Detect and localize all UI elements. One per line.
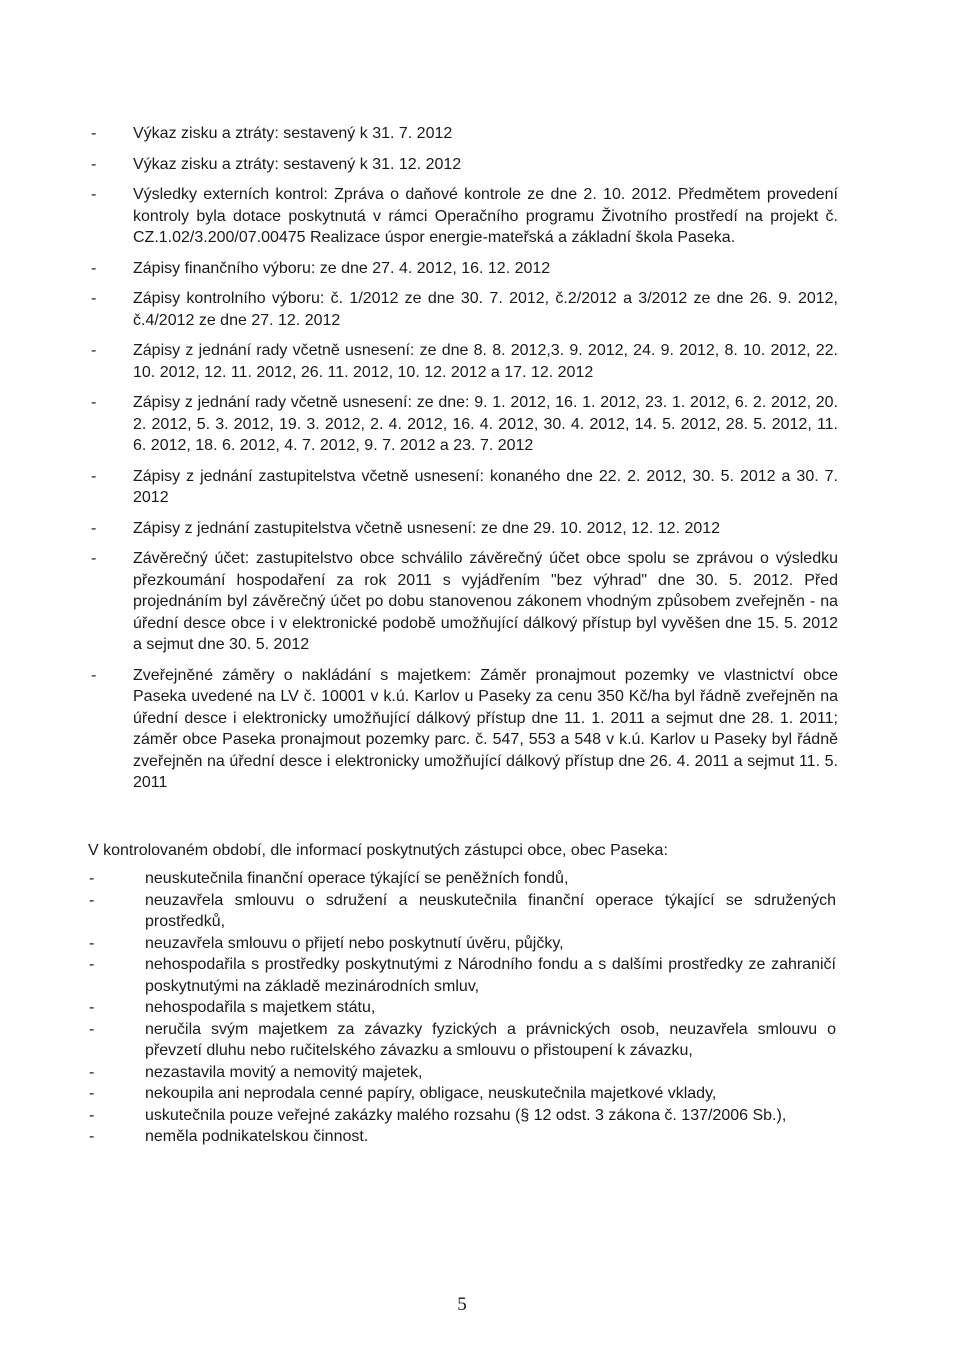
list-item xyxy=(91,123,838,145)
list-item-text: Zápisy z jednání rady včetně usnesení: ze dne 8. 8. 2012,3. 9. 2012, 24. 9. 2012, 8. 10. 2012, 22. 10. 2012, 12. 11. 2012, 26. 11. 2012, 10. 12. 2012 a 17. 12. 2012 xyxy=(133,342,838,381)
list-item-text: Zápisy finančního výboru: ze dne 27. 4. 2012, 16. 12. 2012 xyxy=(133,259,551,277)
list-item xyxy=(91,288,838,331)
bullet-dash: - xyxy=(91,155,97,173)
bullet-dash: - xyxy=(91,125,97,142)
bullet-dash: - xyxy=(89,934,95,952)
list-item-text: nezastavila movitý a nemovitý majetek, xyxy=(145,1063,423,1081)
list-item xyxy=(89,933,836,955)
list-item xyxy=(91,466,838,509)
summary-list xyxy=(89,868,836,1148)
bullet-dash: - xyxy=(91,550,97,567)
bullet-dash: - xyxy=(89,999,95,1016)
list-item-text: Závěrečný účet: zastupitelstvo obce schválilo závěrečný účet obce spolu se zprávou o výsledku přezkoumání hospodaření za rok 2011 s vyjádřením "bez výhrad" dne 30. 5. 2012. Před projednáním byl závěrečný účet po dobu stanovenou zákonem vhodným způsobem zveřejněn - na úřední desce obce i v elektronické podobě umožňující dálkový přístup byl vyvěšen dne 15. 5. 2012 a sejmut dne 30. 5. 2012 xyxy=(133,550,838,653)
list-item-text: nekoupila ani neprodala cenné papíry, obligace, neuskutečnila majetkové vklady, xyxy=(145,1085,717,1102)
list-item-text: Zápisy z jednání zastupitelstva včetně usnesení: ze dne 29. 10. 2012, 12. 12. 2012 xyxy=(133,519,721,537)
bullet-dash: - xyxy=(91,519,97,537)
list-item-text: nehospodařila s majetkem státu, xyxy=(145,999,376,1016)
bullet-dash: - xyxy=(89,1085,95,1102)
list-item xyxy=(91,665,838,794)
bullet-dash: - xyxy=(91,186,97,203)
list-item xyxy=(89,868,836,890)
list-item xyxy=(91,184,838,249)
list-item-text: neuskutečnila finanční operace týkající se peněžních fondů, xyxy=(145,870,569,887)
bullet-dash: - xyxy=(89,891,95,909)
records-list xyxy=(91,123,838,803)
list-item xyxy=(91,518,838,540)
list-item-text: neuzavřela smlouvu o přijetí nebo poskytnutí úvěru, půjčky, xyxy=(145,934,564,952)
page-number: 5 xyxy=(457,1294,467,1315)
bullet-dash: - xyxy=(91,290,97,307)
list-item xyxy=(89,1126,836,1148)
list-item xyxy=(89,1062,836,1084)
list-item xyxy=(91,154,838,176)
list-item-text: neručila svým majetkem za závazky fyzických a právnických osob, neuzavřela smlouvu o převzetí dluhu nebo ručitelského závazku a smlouvu o přistoupení k závazku, xyxy=(145,1020,836,1059)
bullet-dash: - xyxy=(89,1106,95,1124)
bullet-dash: - xyxy=(91,666,97,684)
bullet-dash: - xyxy=(91,342,97,359)
list-item xyxy=(91,392,838,457)
list-item xyxy=(91,548,838,656)
list-item-text: Zápisy z jednání zastupitelstva včetně usnesení: konaného dne 22. 2. 2012, 30. 5. 2012 a 30. 7. 2012 xyxy=(133,467,838,506)
list-item-text: uskutečnila pouze veřejné zakázky malého rozsahu (§ 12 odst. 3 zákona č. 137/2006 Sb.), xyxy=(145,1106,787,1124)
summary-intro: V kontrolovaném období, dle informací poskytnutých zástupci obce, obec Paseka: xyxy=(88,842,668,859)
bullet-dash: - xyxy=(89,956,95,973)
bullet-dash: - xyxy=(91,467,97,485)
list-item xyxy=(89,1083,836,1105)
list-item xyxy=(91,340,838,383)
bullet-dash: - xyxy=(89,1128,95,1145)
list-item xyxy=(89,890,836,933)
list-item xyxy=(89,1019,836,1062)
list-item xyxy=(91,258,838,280)
list-item-text: Výkaz zisku a ztráty: sestavený k 31. 7. 2012 xyxy=(133,125,453,142)
list-item-text: Zápisy kontrolního výboru: č. 1/2012 ze dne 30. 7. 2012, č.2/2012 a 3/2012 ze dne 26. 9. 2012, č.4/2012 ze dne 27. 12. 2012 xyxy=(133,290,838,329)
list-item-text: Výsledky externích kontrol: Zpráva o daňové kontrole ze dne 2. 10. 2012. Předmětem provedení kontroly byla dotace poskytnutá v rámci Operačního programu Životního prostředí na projekt č. CZ.1.02/3.200/07.00475 Realizace úspor energie-mateřská a základní škola Paseka. xyxy=(133,186,838,246)
list-item-text: neuzavřela smlouvu o sdružení a neuskutečnila finanční operace týkající se sdružených prostředků, xyxy=(145,891,836,930)
bullet-dash: - xyxy=(91,394,97,411)
list-item-text: Zápisy z jednání rady včetně usnesení: ze dne: 9. 1. 2012, 16. 1. 2012, 23. 1. 2012, 6. 2. 2012, 20. 2. 2012, 5. 3. 2012, 19. 3. 2012, 2. 4. 2012, 16. 4. 2012, 30. 4. 2012, 14. 5. 2012, 28. 5. 2012, 11. 6. 2012, 18. 6. 2012, 4. 7. 2012, 9. 7. 2012 a 23. 7. 2012 xyxy=(133,394,838,454)
bullet-dash: - xyxy=(89,870,95,887)
list-item-text: Výkaz zisku a ztráty: sestavený k 31. 12. 2012 xyxy=(133,155,462,173)
list-item-text: neměla podnikatelskou činnost. xyxy=(145,1128,369,1145)
list-item xyxy=(89,954,836,997)
list-item-text: Zveřejněné záměry o nakládání s majetkem: Záměr pronajmout pozemky ve vlastnictví obce Paseka uvedené na LV č. 10001 v k.ú. Karlov u Paseky za cenu 350 Kč/ha byl řádně zveřejněn na úřední desce i elektronicky umožňující dálkový přístup dne 11. 1. 2011 a sejmut dne 28. 1. 2011; záměr obce Paseka pronajmout pozemky parc. č. 547, 553 a 548 v k.ú. Karlov u Paseky byl řádně zveřejněn na úřední desce i elektronicky umožňující dálkový přístup dne 26. 4. 2011 a sejmut 11. 5. 2011 xyxy=(133,666,838,791)
list-item xyxy=(89,997,836,1019)
bullet-dash: - xyxy=(89,1020,95,1038)
bullet-dash: - xyxy=(89,1063,95,1081)
list-item-text: nehospodařila s prostředky poskytnutými z Národního fondu a s dalšími prostředky ze zahraničí poskytnutými na základě mezinárodních smluv, xyxy=(145,956,836,995)
bullet-dash: - xyxy=(91,259,97,277)
list-item xyxy=(89,1105,836,1127)
